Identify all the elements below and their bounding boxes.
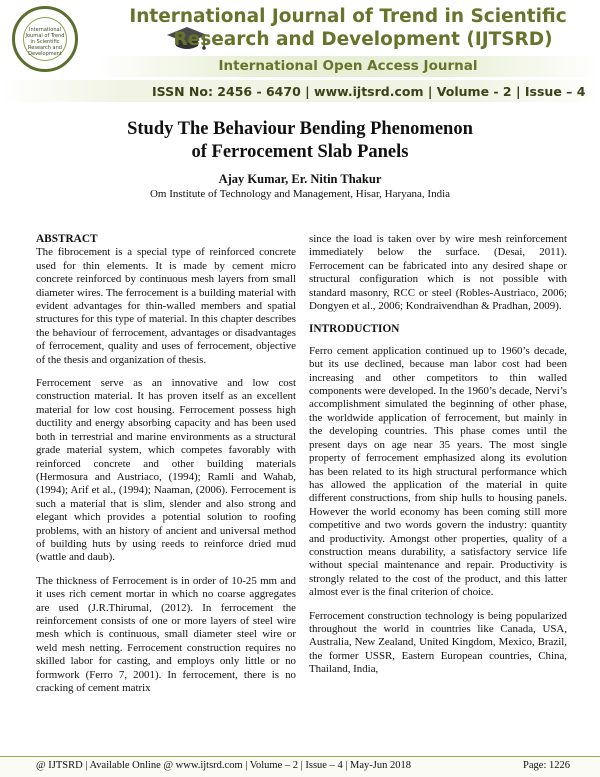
issn-line: ISSN No: 2456 - 6470 | www.ijtsrd.com | Volume - 2 | Issue – 4 [152, 84, 586, 99]
abstract-heading: ABSTRACT [36, 233, 98, 245]
paper-title-line1: Study The Behaviour Bending Phenomenon [127, 119, 473, 139]
right-column [309, 233, 567, 687]
paper-authors: Ajay Kumar, Er. Nitin Thakur [218, 172, 382, 186]
left-column [36, 233, 296, 705]
paper-title-line2: of Ferrocement Slab Panels [191, 142, 409, 162]
introduction-heading: INTRODUCTION [309, 323, 400, 336]
journal-title-line1: International Journal of Trend in Scientific [129, 6, 567, 27]
open-access-banner: International Open Access Journal [96, 56, 600, 77]
journal-logo [12, 6, 78, 72]
logo-text: International Journal of Trend in Scientific Research and Development [23, 17, 67, 61]
body-paragraph: since the load is taken over by wire mesh reinforcement immediately below the surface. (Desai, 2011). Ferrocement can be fabricated into any desired shape or structural configuration which is not possible with standard masonry, RCC or steel (Robles-Austriaco, 2006; Dongyen et al., 2006; Kondraivendhan & Pradhan, 2009). [309, 233, 567, 313]
paper-affiliation: Om Institute of Technology and Management, Hisar, Haryana, India [149, 188, 451, 200]
journal-title [96, 5, 600, 51]
page-number: Page: 1226 [523, 760, 570, 771]
abstract-paragraph: The fibrocement is a special type of reinforced concrete used for thin elements. It is made by cement micro concrete reinforced by continuous mesh layers from small diameter wires. The ferrocement is a building material with evident advantages for thin-walled members and spatial structures for this type of material. In this chapter describes the behaviour of ferrocement, advantages or disadvantages of ferrocement, quality and uses of ferrocement, objective of the thesis and organization of thesis. [36, 246, 296, 366]
journal-title-line2: Research and Development (IJTSRD) [173, 29, 553, 50]
paper-title [0, 118, 600, 164]
body-paragraph: Ferrocement construction technology is being popularized throughout the world in countries like Canada, USA, Australia, New Zealand, United Kingdom, Mexico, Brazil, the former USSR, Eastern European countries, China, Thailand, India, [309, 609, 567, 676]
body-paragraph: Ferro cement application continued up to 1960’s decade, but its use declined, because man labor cost had been increasing and other competitors to thin walled components were developed. In the 1960’s decade, Nervi’s accomplishment simulated the beginning of other phase, the worldwide application of ferrocement, but mainly in the developing countries. This phase comes until the present days on age near 35 years. The most single property of ferrocement emphasized along its evolution has been related to its high structural performance which has allowed the application of the material in quite different constructions, from ship hulls to housing panels. However the world economy has been coming still more competitive and two words govern the industry: quantity and productivity. Amongst other properties, quality of a construction means durability, a satisfactory service life without special maintenance and repair. Productivity is strongly related to the cost of the product, and this latter almost ever is the final criterion of choice. [309, 344, 567, 599]
footer-citation: @ IJTSRD | Available Online @ www.ijtsrd.com | Volume – 2 | Issue – 4 | May-Jun 2018 [36, 760, 412, 771]
body-paragraph: The thickness of Ferrocement is in order of 10-25 mm and it uses rich cement mortar in which no coarse aggregates are used (J.R.Thirumal, (2012). In ferrocement the reinforcement consists of one or more layers of steel wire mesh which is continuous, small diameter steel wire or weld mesh netting. Ferrocement construction requires no skilled labor for casting, and employs only little or no formwork (Ferro 7, 2001). In ferrocement, there is no cracking of cement matrix [36, 574, 296, 694]
body-paragraph: Ferrocement serve as an innovative and low cost construction material. It has proven itself as an excellent material for low cost housing. Ferrocement possess high ductility and energy absorbing capacity and has been used both in terrestrial and marine environments as a structural grade material system, which competes favorably with reinforced concrete and other building materials (Hermosura and Austriaco, (1994); Ramli and Wahab, (1994); Arif et al., (1994); Naaman, (2006). Ferrocement is such a material that is slim, slender and also strong and elegant which provides a potential solution to roofing problems, with an history of ancient and universal method of building huts by using reeds to reinforce dried mud (wattle and daub). [36, 377, 296, 564]
journal-header [0, 0, 600, 104]
